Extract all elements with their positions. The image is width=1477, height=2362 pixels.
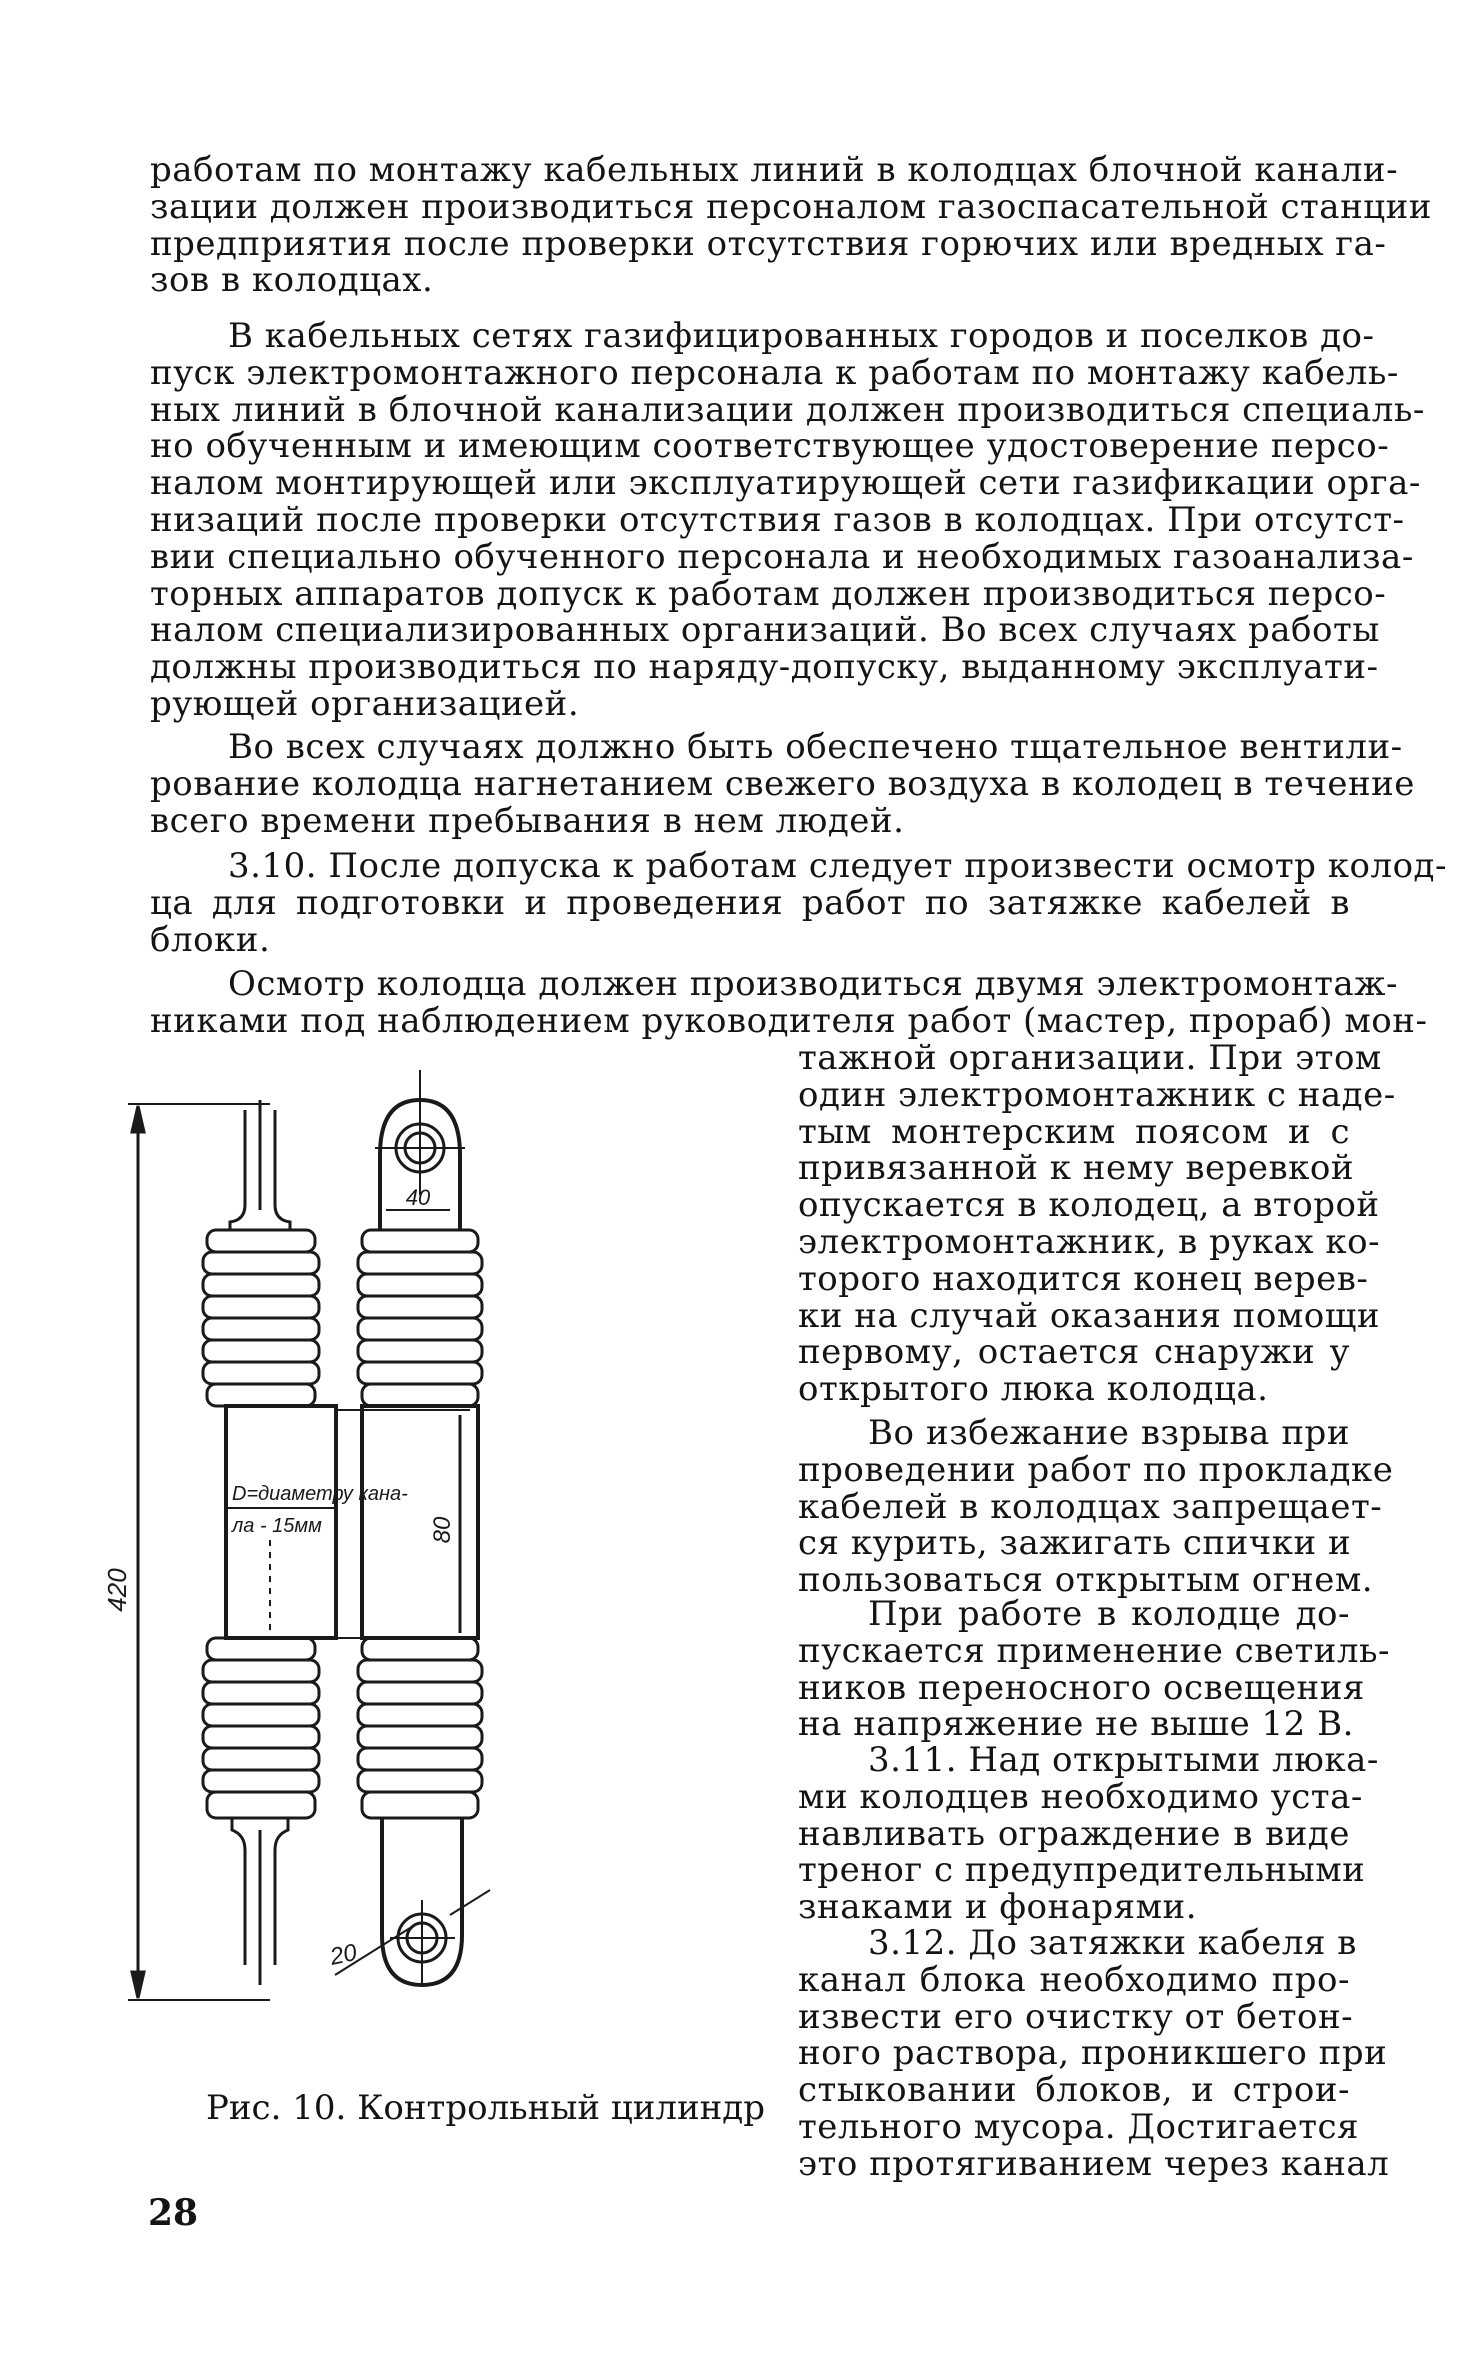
text-line: стыковании блоков, и строи- — [798, 2070, 1350, 2111]
rib — [358, 1274, 482, 1296]
text-line: но обученным и имеющим соответствующее удостоверение персо- — [150, 426, 1390, 467]
rib — [207, 1384, 315, 1406]
text-line: ца для подготовки и проведения работ по затяжке кабелей в — [150, 882, 1350, 923]
text-line: треног с предупредительными — [798, 1850, 1366, 1891]
leader-line — [450, 1890, 490, 1915]
right-column-paragraph-2 — [798, 1413, 1394, 1601]
right-column-paragraph-4 — [798, 1740, 1379, 1928]
rib — [358, 1252, 482, 1274]
rib — [362, 1384, 478, 1406]
rib — [358, 1748, 482, 1770]
rib — [207, 1638, 315, 1660]
paragraph-5 — [150, 964, 1428, 1041]
text-line: работам по монтажу кабельных линий в колодцах блочной канали- — [150, 150, 1399, 190]
text-line: пускается применение светиль- — [798, 1630, 1391, 1671]
text-line: 3.10. После допуска к работам следует произвести осмотр колод- — [228, 846, 1447, 886]
stem-outline — [232, 1818, 245, 1965]
text-line: торных аппаратов допуск к работам должен производиться персо- — [150, 573, 1387, 614]
left-view — [128, 1100, 336, 2000]
text-line: рующей организацией. — [150, 683, 580, 724]
stem-outline — [275, 1110, 290, 1230]
right-column-paragraph-1 — [798, 1038, 1396, 1410]
text-line: открытого люка колодца. — [798, 1369, 1269, 1410]
arrowhead — [132, 1106, 144, 1132]
rib — [358, 1726, 482, 1748]
text-line: торого находится конец верев- — [798, 1258, 1369, 1299]
text-line: ми колодцев необходимо уста- — [798, 1776, 1363, 1817]
text-line: знаками и фонарями. — [798, 1887, 1198, 1928]
text-line: тельного мусора. Достигается — [798, 2106, 1360, 2147]
text-line: на напряжение не выше 12 В. — [798, 1704, 1354, 1745]
text-line: проведении работ по прокладке — [798, 1449, 1394, 1490]
top-width-label: 40 — [405, 1185, 431, 1210]
paragraph-1 — [150, 150, 1432, 301]
rib — [362, 1792, 478, 1818]
text-line: зов в колодцах. — [150, 260, 434, 301]
stem-outline — [230, 1110, 245, 1230]
text-line: ных линий в блочной канализации должен производиться специаль- — [150, 389, 1425, 430]
rib — [203, 1748, 319, 1770]
text-line: никами под наблюдением руководителя работ (мастер, прораб) мон- — [150, 1000, 1428, 1041]
bottom-width-label: 20 — [327, 1938, 360, 1971]
text-line: канал блока необходимо про- — [798, 1959, 1350, 2000]
text-line: При работе в колодце до- — [868, 1594, 1350, 1634]
rib — [358, 1682, 482, 1704]
paragraph-2 — [150, 316, 1425, 724]
rib — [203, 1770, 319, 1792]
arrowhead — [132, 1972, 144, 1998]
length-label: 420 — [102, 1568, 132, 1612]
paragraph-3 — [150, 727, 1415, 841]
right-column-paragraph-3 — [798, 1594, 1391, 1745]
rib — [203, 1340, 319, 1362]
rib — [358, 1660, 482, 1682]
text-line: это протягиванием через канал — [798, 2143, 1390, 2184]
control-cylinder-drawing — [102, 1070, 770, 2070]
text-line: ся курить, зажигать спички и — [798, 1523, 1352, 1564]
rib — [358, 1340, 482, 1362]
rib — [362, 1638, 478, 1660]
body-height-label: 80 — [429, 1516, 456, 1544]
rib — [203, 1704, 319, 1726]
rib — [362, 1230, 478, 1252]
rib — [203, 1726, 319, 1748]
text-line: один электромонтажник с наде- — [798, 1074, 1396, 1115]
text-line: извести его очистку от бетон- — [798, 1996, 1354, 2037]
rib — [203, 1296, 319, 1318]
text-line: тажной организации. При этом — [798, 1038, 1382, 1078]
rib — [203, 1362, 319, 1384]
stem-outline — [275, 1818, 288, 1965]
rib — [203, 1682, 319, 1704]
text-line: налом специализированных организаций. Во всех случаях работы — [150, 610, 1380, 651]
text-line: ки на случай оказания помощи — [798, 1295, 1381, 1336]
text-line: навливать ограждение в виде — [798, 1813, 1350, 1854]
text-line: Во избежание взрыва при — [868, 1413, 1350, 1453]
rib — [207, 1792, 315, 1818]
text-line: ников переносного освещения — [798, 1667, 1365, 1708]
page-number: 28 — [148, 2192, 199, 2234]
text-line: В кабельных сетях газифицированных городов и поселков до- — [228, 316, 1375, 356]
rib — [203, 1274, 319, 1296]
text-line: блоки. — [150, 919, 271, 960]
text-line: электромонтажник, в руках ко- — [798, 1221, 1381, 1262]
rib — [358, 1318, 482, 1340]
text-line: опускается в колодец, а второй — [798, 1185, 1380, 1226]
text-line: пуск электромонтажного персонала к работам по монтажу кабель- — [150, 352, 1399, 393]
text-line: налом монтирующей или эксплуатирующей сети газификации орга- — [150, 463, 1421, 504]
text-line: вии специально обученного персонала и необходимых газоанализа- — [150, 536, 1414, 577]
paragraph-4 — [150, 846, 1447, 960]
text-line: 3.12. До затяжки кабеля в — [868, 1923, 1357, 1963]
text-line: всего времени пребывания в нем людей. — [150, 800, 905, 841]
rib — [203, 1318, 319, 1340]
text-line: низаций после проверки отсутствия газов в колодцах. При отсутст- — [150, 499, 1405, 540]
rib — [358, 1704, 482, 1726]
text-line: первому, остается снаружи у — [798, 1332, 1350, 1373]
text-line: тым монтерским поясом и с — [798, 1111, 1350, 1152]
text-line: ного раствора, проникшего при — [798, 2033, 1388, 2074]
text-line: кабелей в колодцах запрещает- — [798, 1486, 1383, 1527]
text-line: предприятия после проверки отсутствия горючих или вредных га- — [150, 223, 1387, 264]
rib — [203, 1660, 319, 1682]
text-line: привязанной к нему веревкой — [798, 1148, 1355, 1189]
rib — [358, 1770, 482, 1792]
rib — [358, 1296, 482, 1318]
text-line: 3.11. Над открытыми люка- — [868, 1740, 1379, 1780]
text-line: зации должен производиться персоналом газоспасательной станции — [150, 186, 1432, 227]
text-line: Осмотр колодца должен производиться двумя электромонтаж- — [228, 964, 1398, 1004]
text-line: пользоваться открытым огнем. — [798, 1560, 1374, 1601]
rib — [207, 1230, 315, 1252]
diameter-label: ла - 15мм — [232, 1515, 322, 1537]
rib — [358, 1362, 482, 1384]
right-column-paragraph-5 — [798, 1923, 1390, 2184]
text-line: Во всех случаях должно быть обеспечено тщательное вентили- — [228, 727, 1403, 767]
diameter-label: D=диаметру кана- — [232, 1483, 408, 1505]
figure-caption: Рис. 10. Контрольный цилиндр — [206, 2088, 766, 2128]
rib — [203, 1252, 319, 1274]
text-line: должны производиться по наряду-допуску, выданному эксплуати- — [150, 647, 1379, 688]
text-line: рование колодца нагнетанием свежего воздуха в колодец в течение — [150, 763, 1415, 804]
